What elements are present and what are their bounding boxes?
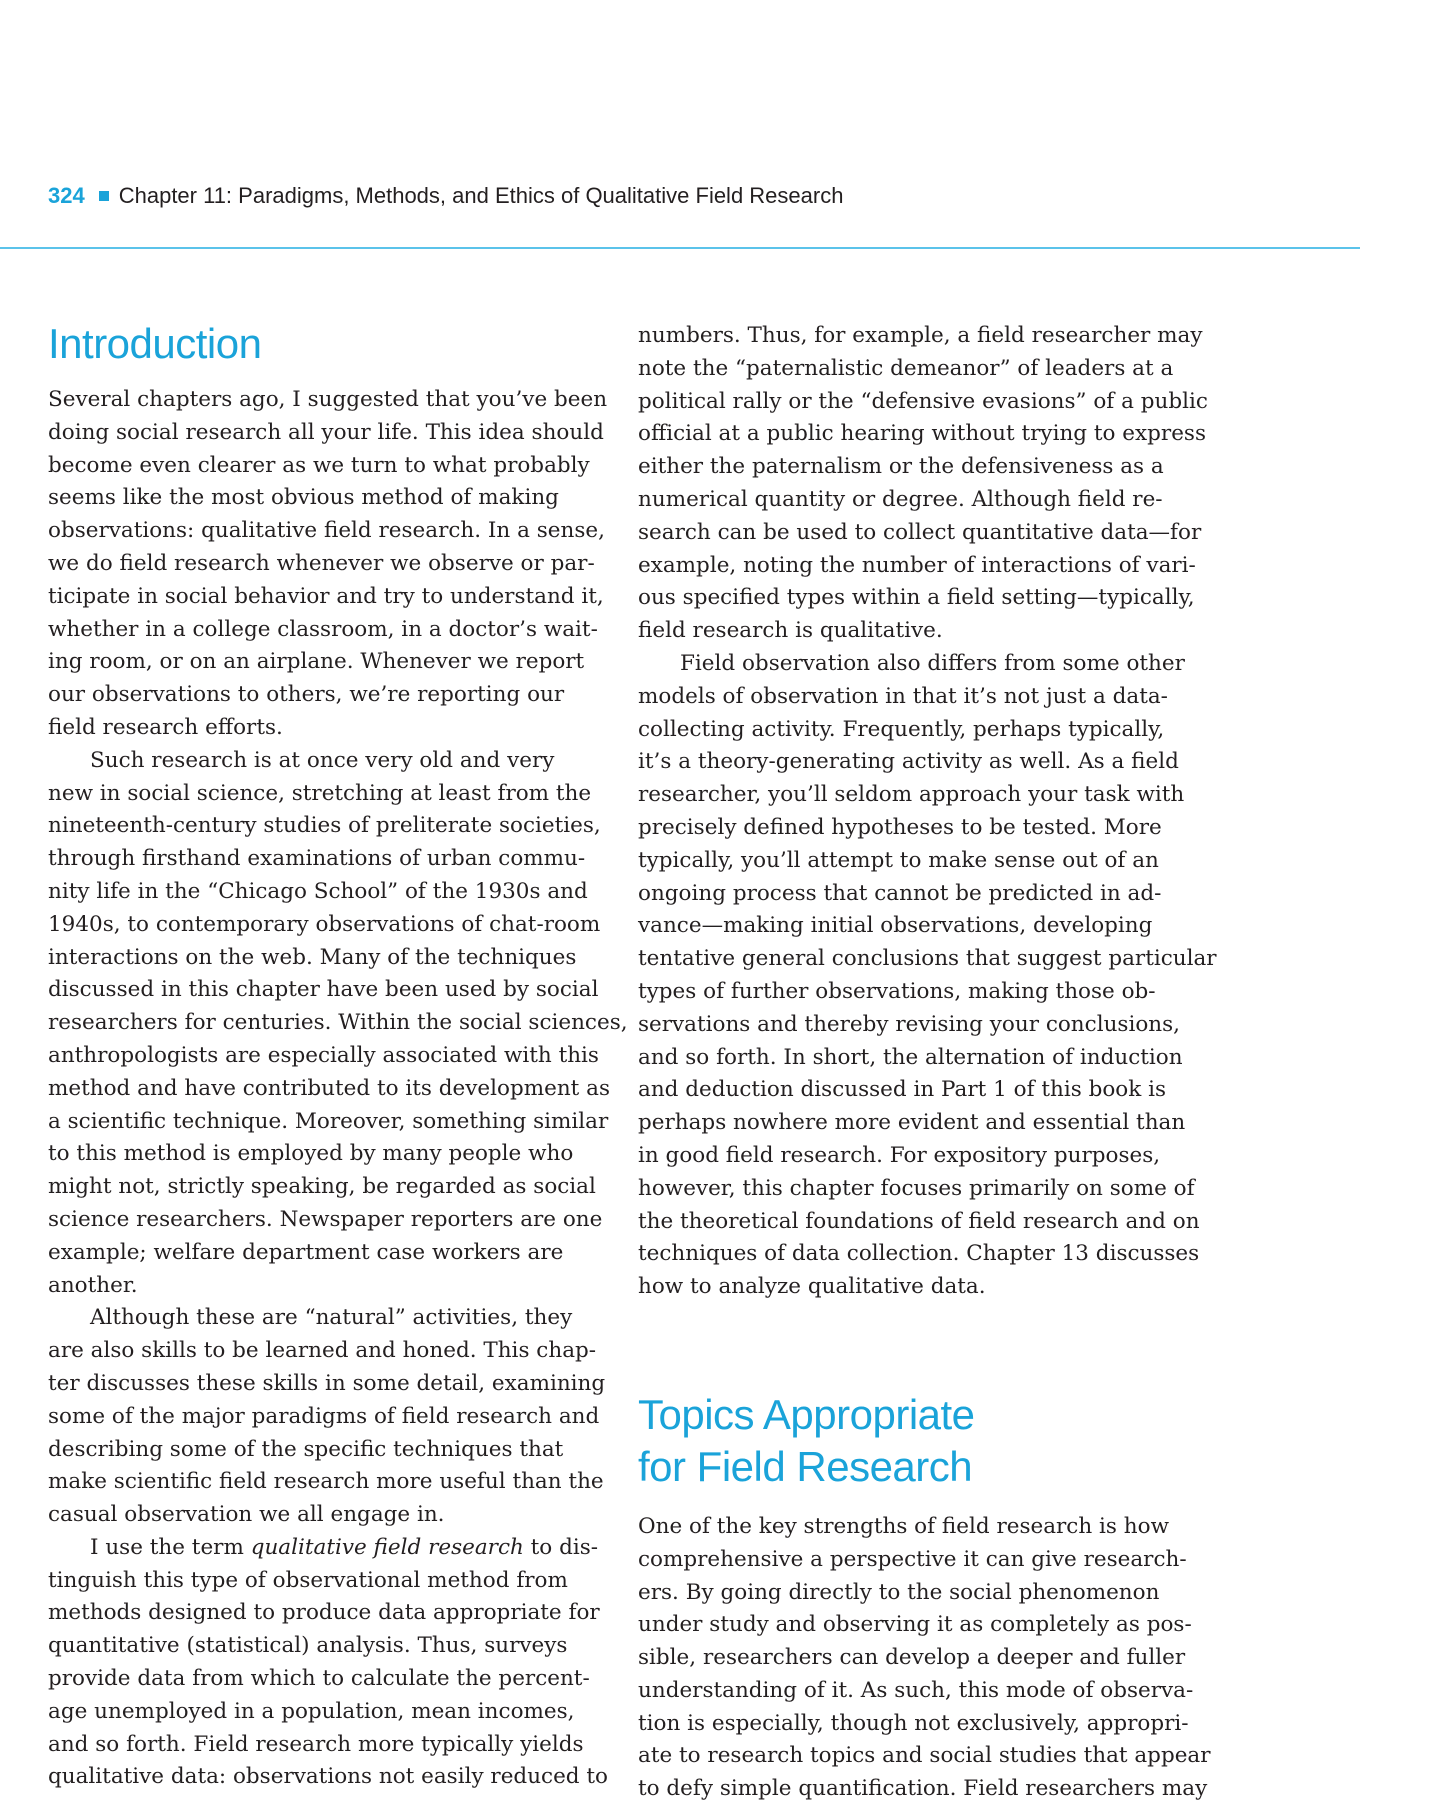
text-line: I use the term qualitative field research to dis- <box>90 1534 599 1560</box>
text-line: a scientific technique. Moreover, something similar <box>48 1108 609 1134</box>
text-line: make scientific field research more useful than the <box>48 1469 604 1495</box>
text-line: ous specified types within a field setting—typically, <box>638 585 1195 611</box>
text-line: method and have contributed to its development as <box>48 1075 610 1101</box>
text-line: numerical quantity or degree. Although field re- <box>638 486 1163 512</box>
paragraph-2 <box>48 745 628 1303</box>
text-line: new in social science, stretching at least from the <box>48 780 592 806</box>
section-heading-introduction: Introduction <box>48 320 262 367</box>
paragraph-4 <box>48 1532 608 1794</box>
text-line: example, noting the number of interactions of vari- <box>638 552 1196 578</box>
paragraph-6 <box>638 648 1217 1304</box>
text-line: search can be used to collect quantitative data—for <box>638 519 1202 545</box>
text-line: become even clearer as we turn to what probably <box>48 452 590 478</box>
text-line: for Field Research <box>638 1442 973 1490</box>
text-line: might not, strictly speaking, be regarded as social <box>48 1174 596 1200</box>
text-line: and so forth. In short, the alternation of induction <box>638 1044 1183 1070</box>
text-line: Topics Appropriate <box>638 1390 975 1438</box>
text-line: field research is qualitative. <box>638 618 943 644</box>
text-line: our observations to others, we’re reporting our <box>48 682 565 708</box>
text-line: techniques of data collection. Chapter 13 discusses <box>638 1241 1200 1267</box>
text-line: either the paternalism or the defensiveness as a <box>638 454 1164 480</box>
text-line: tentative general conclusions that suggest particular <box>638 946 1217 972</box>
text-line: it’s a theory-generating activity as well. As a field <box>638 749 1179 775</box>
text-line: sible, researchers can develop a deeper and fuller <box>638 1645 1186 1671</box>
text-line: numbers. Thus, for example, a field researcher may <box>638 323 1203 348</box>
text-line: and deduction discussed in Part 1 of this book is <box>638 1077 1167 1103</box>
text-line: precisely defined hypotheses to be tested. More <box>638 814 1162 840</box>
text-line: describing some of the specific techniques that <box>48 1436 564 1462</box>
paragraph-1 <box>48 384 608 745</box>
text-line: political rally or the “defensive evasions” of a public <box>638 388 1208 414</box>
text-line: Field observation also differs from some other <box>680 650 1185 676</box>
text-line: provide data from which to calculate the percent- <box>48 1666 590 1692</box>
text-line: qualitative data: observations not easily reduced to <box>48 1764 608 1790</box>
text-line: in good field research. For expository purposes, <box>638 1142 1161 1168</box>
text-line: and so forth. Field research more typically yields <box>48 1731 584 1757</box>
text-line: tion is especially, though not exclusively, appropri- <box>638 1710 1189 1736</box>
text-line: ate to research topics and social studies that appear <box>638 1743 1211 1769</box>
text-line: doing social research all your life. This idea should <box>48 419 604 445</box>
text-line: researchers for centuries. Within the social sciences, <box>48 1010 628 1036</box>
text-line: note the “paternalistic demeanor” of leaders at a <box>638 355 1174 381</box>
text-line: the theoretical foundations of field research and on <box>638 1208 1200 1234</box>
text-line: 1940s, to contemporary observations of chat-room <box>48 911 601 937</box>
text-line: to this method is employed by many people who <box>48 1141 574 1167</box>
paragraph-5 <box>638 320 1208 648</box>
text-line: under study and observing it as completely as pos- <box>638 1612 1192 1638</box>
text-line: tinguish this type of observational method from <box>48 1567 568 1593</box>
text-line: ter discusses these skills in some detail, examining <box>48 1370 606 1396</box>
text-line: another. <box>48 1272 138 1298</box>
text-line: example; welfare department case workers are <box>48 1239 564 1265</box>
text-line: to defy simple quantification. Field researchers may <box>638 1776 1208 1802</box>
text-line: official at a public hearing without trying to express <box>638 421 1206 447</box>
left-column <box>48 318 628 1794</box>
text-line: typically, you’ll attempt to make sense out of an <box>638 847 1159 873</box>
text-line: nity life in the “Chicago School” of the 1930s and <box>48 878 588 904</box>
text-line: Several chapters ago, I suggested that you’ve been <box>48 387 608 412</box>
italic-term: qualitative field research <box>250 1534 524 1560</box>
text-line: we do field research whenever we observe or par- <box>48 550 595 576</box>
text-line: age unemployed in a population, mean incomes, <box>48 1698 575 1724</box>
text-line: whether in a college classroom, in a doctor’s wait- <box>48 616 598 642</box>
text-line: are also skills to be learned and honed. This chap- <box>48 1338 597 1364</box>
text-line: casual observation we all engage in. <box>48 1502 445 1528</box>
text-line: models of observation in that it’s not just a data- <box>638 683 1168 709</box>
text-line: how to analyze qualitative data. <box>638 1274 986 1300</box>
text-line: collecting activity. Frequently, perhaps typically, <box>638 716 1165 742</box>
text-line: anthropologists are especially associated with this <box>48 1042 599 1068</box>
text-line: field research efforts. <box>48 714 283 740</box>
text-line: seems like the most obvious method of making <box>48 485 559 511</box>
text-line: observations: qualitative field research. In a sense, <box>48 518 605 544</box>
right-column <box>638 320 1217 1806</box>
text-line: One of the key strengths of field research is how <box>638 1513 1169 1539</box>
text-line: comprehensive a perspective it can give research- <box>638 1546 1187 1572</box>
text-line: ing room, or on an airplane. Whenever we report <box>48 649 585 675</box>
text-line: methods designed to produce data appropriate for <box>48 1600 600 1626</box>
paragraph-3 <box>48 1302 606 1532</box>
text-line: ers. By going directly to the social phenomenon <box>638 1579 1160 1605</box>
text-line: nineteenth-century studies of preliterate societies, <box>48 813 601 839</box>
running-head <box>48 183 843 209</box>
bullet-square-icon <box>99 191 109 201</box>
text-line: vance—making initial observations, developing <box>638 913 1153 939</box>
text-line: interactions on the web. Many of the techniques <box>48 944 577 970</box>
text-line: ticipate in social behavior and try to understand it, <box>48 583 604 609</box>
text-line: understanding of it. As such, this mode of observa- <box>638 1677 1194 1703</box>
text-line: Such research is at once very old and very <box>90 747 555 773</box>
paragraph-4-rest <box>48 1565 608 1795</box>
text-line: researcher, you’ll seldom approach your task with <box>638 782 1185 808</box>
text-line: discussed in this chapter have been used by social <box>48 977 599 1003</box>
header-rule <box>0 247 1360 249</box>
text-line: ongoing process that cannot be predicted in ad- <box>638 880 1162 906</box>
text-line: quantitative (statistical) analysis. Thus, surveys <box>48 1633 568 1659</box>
text-line: some of the major paradigms of field research and <box>48 1403 600 1429</box>
chapter-title: Chapter 11: Paradigms, Methods, and Ethics of Qualitative Field Research <box>118 183 844 208</box>
text-line: through firsthand examinations of urban commu- <box>48 846 586 872</box>
section-heading-topics <box>638 1389 1178 1493</box>
text-line: servations and thereby revising your conclusions, <box>638 1011 1180 1037</box>
text-line: perhaps nowhere more evident and essential than <box>638 1110 1186 1136</box>
text-line: types of further observations, making those ob- <box>638 978 1156 1004</box>
paragraph-7 <box>638 1511 1211 1806</box>
text-line: science researchers. Newspaper reporters are one <box>48 1206 603 1232</box>
text-line: however, this chapter focuses primarily on some of <box>638 1175 1195 1201</box>
text-line: Although these are “natural” activities, they <box>90 1305 573 1331</box>
page-number: 324 <box>48 183 85 208</box>
